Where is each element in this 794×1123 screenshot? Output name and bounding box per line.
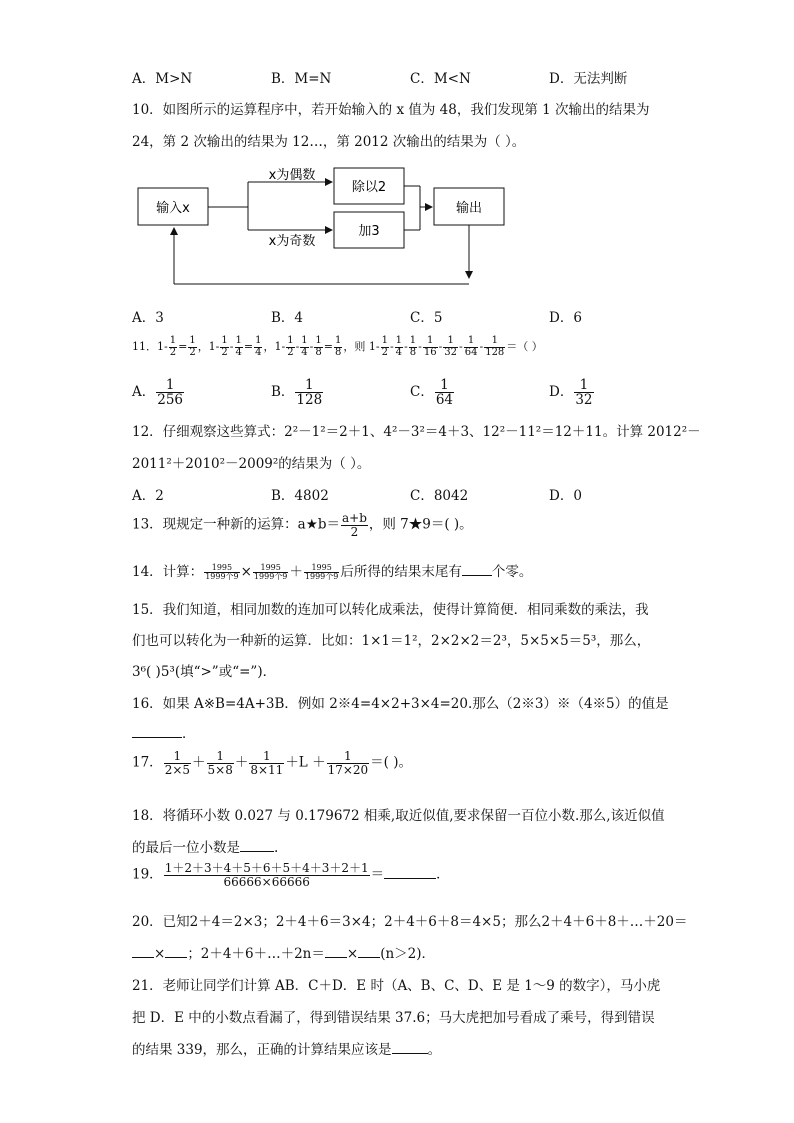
q16-line1: 16．如果 A※B=4A+3B．例如 2※4=4×2+3×4=20.那么（2※3）※（4※5）的值是 [132, 696, 669, 712]
q16-answer-blank[interactable] [132, 737, 182, 738]
q20-blank-4[interactable] [358, 957, 380, 958]
q12-option-b: B．4802 [271, 488, 329, 504]
q9-option-d: D．无法判断 [549, 71, 628, 87]
divide-box-label: 除以2 [351, 180, 387, 195]
q15-line3: 3⁶( )5³(填“>”或“=”)． [132, 664, 277, 680]
q12-line2: 2011²＋2010²－2009²的结果为（ ）。 [132, 456, 371, 472]
q10-option-c: C．5 [410, 310, 443, 326]
q21-line2: 把 D．E 中的小数点看漏了，得到错误结果 37.6；马大虎把加号看成了乘号，得到错误 [132, 1010, 655, 1026]
q10-line2: 24，第 2 次输出的结果为 12…，第 2012 次输出的结果为（ ）。 [132, 134, 526, 150]
q10-option-b: B．4 [271, 310, 304, 326]
q11-line: 11．1- $\frac{1}{2}$ = $\frac{1}{2}$ ，1- $\frac{1}{2}$ - $\frac{1}{4}$ = $\frac{1}{4}$ ，1- $\frac{1}{2}$ - $\frac{1}{4}$ - $\frac{1}{8}$ = $\frac{1}{8}$ ，则 1- $\frac{1}{2}$ - $\frac{1}{4}$ - $\frac{1}{8}$ - $\frac{1}{16}$ - $\frac{1}{32}$ - $\frac{1}{64}$ - $\frac{1}{128}$ ＝（ ） [132, 335, 543, 358]
q20-line1: 20．已知2＋4＝2×3；2＋4＋6＝3×4；2＋4＋6＋8＝4×5；那么2＋4＋6＋8＋…＋20＝ [132, 914, 688, 930]
q17-line: 17． $\frac{1}{2\times 5}$ ＋ $\frac{1}{5\times 8}$ ＋ $\frac{1}{8\times 11}$ ＋L ＋ $\frac{1}{17\times 20}$ ＝( )。 [132, 749, 412, 777]
q19-line: 19． $\frac{1+2+3+4+5+6+5+4+3+2+1}{66666\times 66666}$ ＝ ． [132, 861, 450, 889]
q18-line1: 18．将循环小数 0.027 与 0.179672 相乘,取近似值,要求保留一百位小数.那么,该近似值 [132, 808, 665, 824]
q11-option-c: C． $\frac{1}{64}$ [410, 377, 454, 409]
q11-then: ，则 [343, 340, 366, 353]
q13-line: 13．现规定一种新的运算：a★b＝ $\frac{a+b}{2}$ ，则 7★9＝( )。 [132, 511, 473, 539]
q19-answer-blank[interactable] [384, 878, 436, 879]
q12-option-c: C．8042 [410, 488, 469, 504]
q20-blank-1[interactable] [132, 957, 154, 958]
q20-blank-2[interactable] [165, 957, 187, 958]
q10-line1: 10．如图所示的运算程序中，若开始输入的 x 值为 48，我们发现第 1 次输出的结果为 [132, 102, 650, 118]
q10-option-d: D．6 [549, 310, 582, 326]
q14-line: 14．计算： $\frac{1995}{\text{1999个9}}$ × $\frac{1995}{\text{1999个9}}$ ＋ $\frac{1995}{\text{1999个9}}$ 后所得的结果末尾有 个零。 [132, 562, 533, 581]
q9-option-a: A．M>N [132, 71, 193, 87]
even-label: x为偶数 [268, 168, 316, 183]
q11-option-a: A． $\frac{1}{256}$ [132, 377, 184, 409]
q12-option-a: A．2 [132, 488, 164, 504]
q20-blank-3[interactable] [325, 957, 347, 958]
q16-line2: ． [132, 722, 196, 742]
q15-line1: 15．我们知道，相同加数的连加可以转化成乘法，使得计算简便．相同乘数的乘法，我 [132, 602, 649, 618]
q18-answer-blank[interactable] [240, 851, 274, 852]
q11-option-b: B． $\frac{1}{128}$ [271, 377, 323, 409]
q21-answer-blank[interactable] [392, 1053, 428, 1054]
output-box-label: 输出 [455, 201, 483, 216]
q15-line2: 们也可以转化为一种新的运算．比如：1×1＝1²，2×2×2＝2³，5×5×5＝5³，那么， [132, 633, 651, 649]
q14-answer-blank[interactable] [462, 575, 492, 576]
input-box-label: 输入x [156, 201, 190, 216]
odd-label: x为奇数 [268, 234, 316, 249]
q9-option-b: B．M=N [271, 71, 332, 87]
q11-tail: ＝（ ） [506, 340, 543, 353]
q11-label: 11． [132, 340, 157, 353]
q9-option-c: C．M<N [410, 71, 471, 87]
q21-line1: 21．老师让同学们计算 AB．C＋D．E 时（A、B、C、D、E 是 1～9 的数字），马小虎 [132, 978, 661, 994]
q10-flowchart [130, 160, 520, 295]
q18-line2: 的最后一位小数是 . [132, 840, 279, 856]
q12-line1: 12．仔细观察这些算式：2²－1²＝2＋1、4²－3²＝4＋3、12²－11²＝12＋11。计算 2012²－ [132, 424, 701, 440]
add-box-label: 加3 [358, 224, 380, 239]
q11-option-d: D． $\frac{1}{32}$ [549, 377, 593, 409]
q21-line3: 的结果 339，那么，正确的计算结果应该是 。 [132, 1042, 442, 1058]
q20-line2: × ；2＋4＋6＋…＋2n＝ × (n＞2)． [132, 942, 435, 962]
q10-option-a: A．3 [132, 310, 164, 326]
q12-option-d: D．0 [549, 488, 582, 504]
